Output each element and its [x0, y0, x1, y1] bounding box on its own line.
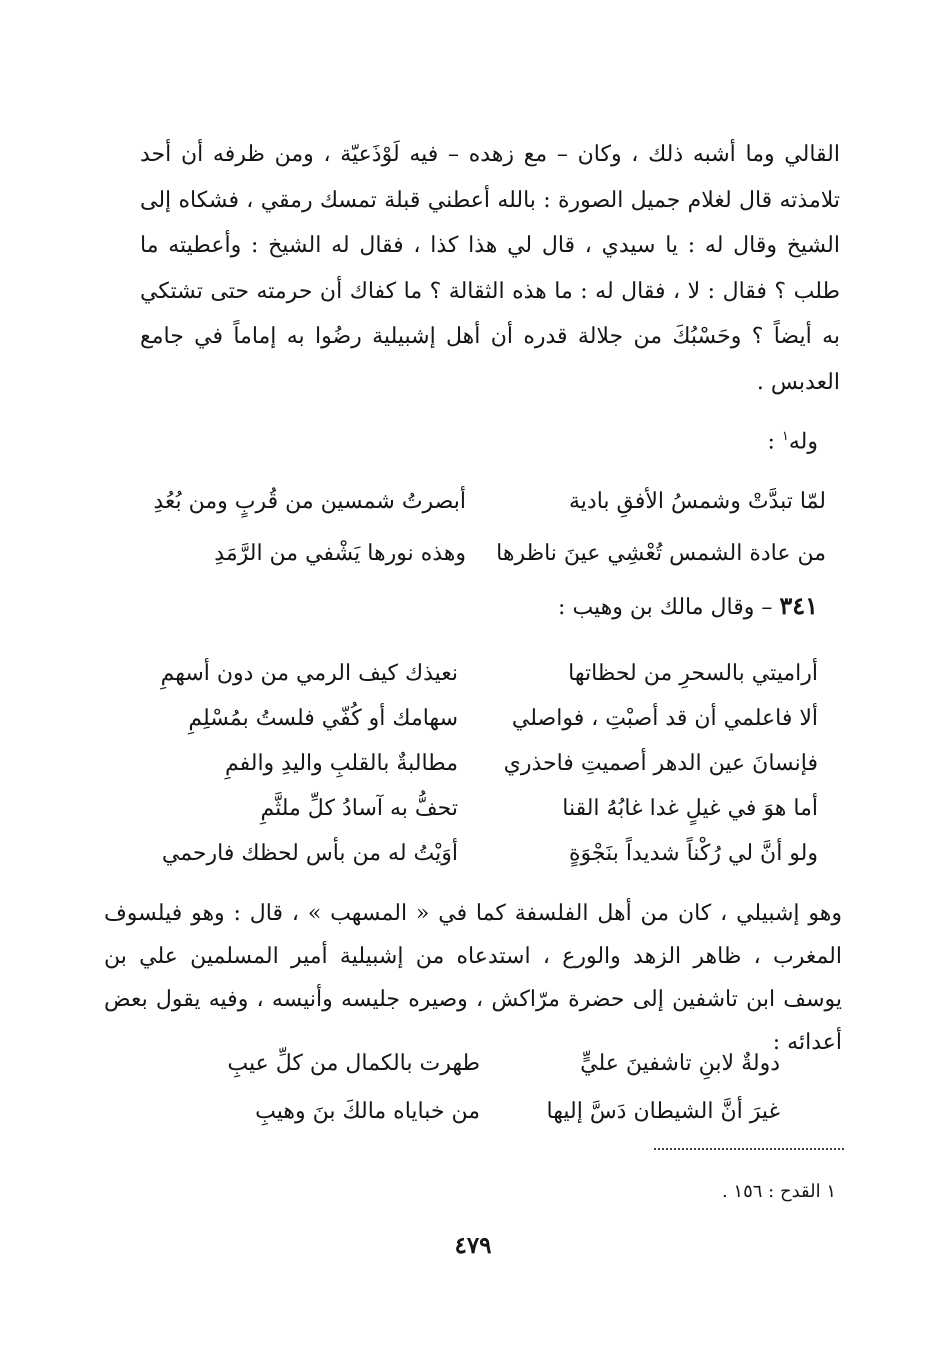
first-hemistich: أما هوَ في غيلٍ غدا غابُهُ القنا [562, 796, 818, 821]
second-hemistich: سهامك أو كُفّي فلستُ بمُسْلِمِ [188, 706, 458, 731]
paragraph-bottom [104, 892, 842, 1064]
poem-1 [126, 476, 826, 580]
section-heading-text: – وقال مالك بن وهيب : [558, 595, 780, 620]
verse [138, 831, 818, 876]
first-hemistich: ولو أنَّ لي رُكْناً شديداً بنَجْوَةٍ [568, 841, 818, 866]
intro-line [618, 414, 818, 465]
second-hemistich: من خباياه مالكَ بنَ وهيبِ [255, 1099, 480, 1124]
first-hemistich: غيرَ أنَّ الشيطان دَسَّ إليها [546, 1099, 780, 1124]
verse [138, 651, 818, 696]
paragraph-top [140, 132, 840, 405]
verse [126, 476, 826, 528]
second-hemistich: تحفُّ به آسادُ كلِّ ملثَّمِ [260, 796, 458, 821]
footnote-divider [654, 1148, 844, 1150]
paragraph-text: وهو إشبيلي ، كان من أهل الفلسفة كما في « المسهب » ، قال : وهو فيلسوف المغرب ، ظاهر الزهد والورع ، استدعاه من إشبيلية أمير المسلمين علي بن يوسف ابن تاشفين إلى حضرة مرّاكش ، وصيره جليسه وأنيسه ، وفيه يقول بعض أعدائه : [104, 901, 842, 1055]
poem-2 [138, 651, 818, 876]
second-hemistich: أوَيْتُ له من بأس لحظك فارحمي [161, 841, 458, 866]
first-hemistich: فإنسانَ عين الدهر أصميتِ فاحذري [503, 751, 818, 776]
poem-3 [220, 1040, 780, 1136]
section-heading [558, 586, 818, 628]
intro-text: وله [788, 429, 818, 455]
verse [220, 1040, 780, 1088]
first-hemistich: لمّا تبدَّتْ وشمسُ الأفقِ بادية [568, 489, 826, 514]
footnote: ١ القدح : ١٥٦ . [721, 1181, 836, 1202]
first-hemistich: من عادة الشمس تُعْشِي عينَ ناظرها [496, 541, 826, 566]
section-number: ٣٤١ [779, 591, 818, 620]
first-hemistich: ألا فاعلمي أن قد أصبْتِ ، فواصلي [511, 706, 818, 731]
first-hemistich: دولةٌ لابنِ تاشفينَ عليٍّ [580, 1051, 780, 1076]
page-number: ٤٧٩ [454, 1232, 492, 1259]
verse [138, 786, 818, 831]
footnote-ref: ١ [781, 429, 789, 444]
verse [220, 1088, 780, 1136]
second-hemistich: طهرت بالكمال من كلِّ عيبِ [227, 1051, 480, 1076]
second-hemistich: نعيذك كيف الرمي من دون أسهمِ [160, 661, 458, 686]
second-hemistich: مطالبةٌ بالقلبِ واليدِ والفمِ [224, 751, 458, 776]
verse [138, 696, 818, 741]
second-hemistich: وهذه نورها يَشْفي من الرَّمَدِ [214, 541, 466, 566]
verse [138, 741, 818, 786]
verse [126, 528, 826, 580]
second-hemistich: أبصرتُ شمسين من قُربٍ ومن بُعُدِ [153, 489, 466, 514]
paragraph-text: القالي وما أشبه ذلك ، وكان – مع زهده – فيه لَوْذَعيّة ، ومن ظرفه أن أحد تلامذته قال لغلام جميل الصورة : بالله أعطني قبلة تمسك رمقي ، فشكاه إلى الشيخ وقال له : يا سيدي ، قال لي هذا كذا ، فقال له الشيخ : وأعطيته ما طلب ؟ فقال : لا ، فقال له : ما هذه الثقالة ؟ ما كفاك أن حرمته حتى تشتكي به أيضاً ؟ وحَسْبُكَ من جلالة قدره أن أهل إشبيلية رضُوا به إماماً في جامع العدبس . [140, 142, 840, 395]
intro-suffix: : [767, 429, 782, 455]
first-hemistich: أراميتي بالسحرِ من لحظاتها [568, 661, 818, 686]
